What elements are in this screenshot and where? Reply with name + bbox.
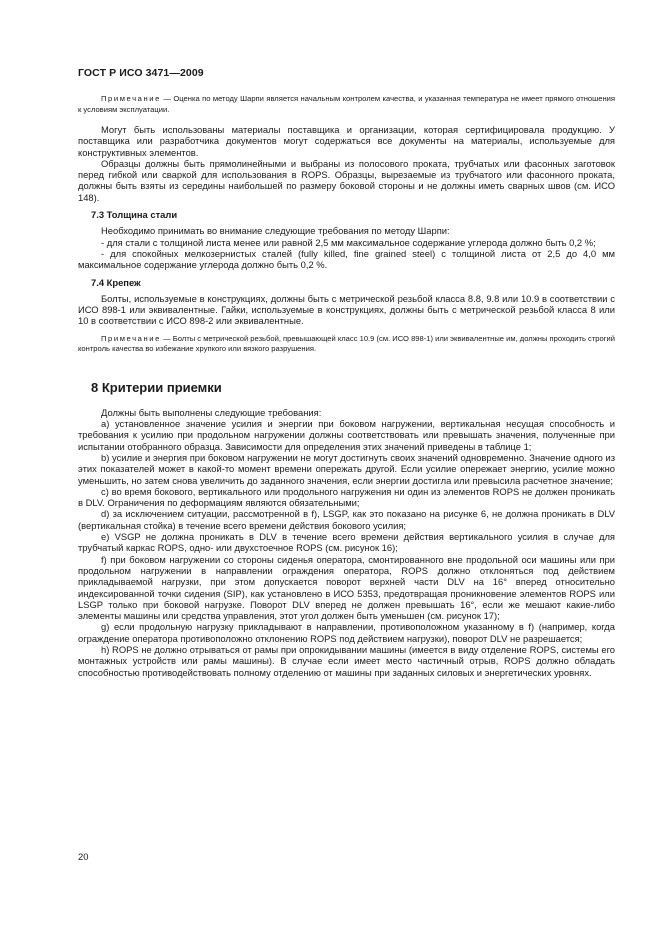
list-item: h) ROPS не должно отрываться от рамы при опрокидывании машины (имеется в виду отделение ROPS, системы его монтажных устройств или рамы машины). В случае если имеет место частичный отрыв, ROPS должно обладать способностью противодействовать полному отделению от машины при заданных силовых и энергетических уровнях. — [78, 643, 615, 678]
list-item: d) за исключением ситуации, рассмотренной в f), LSGP, как это показано на рисунке 6, не должна проникать в DLV (вертикальная стойка) в течение всего времени действия бокового усилия; — [78, 508, 615, 531]
note-bolts — [78, 334, 615, 355]
paragraph: Образцы должны быть прямолинейными и выбраны из полосового проката, трубчатых или фасонных заготовок перед гибкой или сваркой для использования в ROPS. Образцы, вырезаемые из трубчатого или фасонного проката, должны быть взяты из середины наибольшей по размеру боковой стороны и не должны иметь сварных швов (см. ИСО 148). — [78, 157, 615, 203]
section-heading-8: 8 Критерии приемки — [91, 379, 222, 395]
list-item: g) если продольную нагрузку прикладывают в направлении, противоположном указанному в f) (например, когда ограждение оператора противоположно отклонению ROPS под действием нагрузки), поворот DLV не разрешается; — [78, 621, 615, 644]
list-item: f) при боковом нагружении со стороны сиденья оператора, смонтированного вне продольной оси машины или при продольном нагружении в направлении ограждения оператора, ROPS должно отклоняться под действием прикладываемой нагрузки, при этом допускается поворот верхней части DLV на 16° вперед относительно индексированной точки сидения (SIP), как установлено в ИСО 5353, предотвращая проникновение элементов ROPS или LSGP только при боковой нагрузке. Поворот DLV вперед не должен превышать 16°, если же мешают какие-либо элементы машины или средства управления, этот угол должен быть уменьшен (см. рисунок 17); — [78, 553, 615, 622]
list-item: b) усилие и энергия при боковом нагружении не могут достигнуть своих значений одновременно. Значение одного из этих показателей может в какой-то момент времени опережать другой. Если усилие опережает энергию, усилие можно уменьшить, но затем снова увеличить до заданного значения, если энергии достигла или превысила расчетное значение; — [78, 451, 615, 486]
list-item: а) установленное значение усилия и энергии при боковом нагружении, вертикальная несущая способность и требования к усилию при продольном нагружении должны соответствовать или превышать значения, полученные при испытании отобранного образца. Зависимости для определения этих значений приведены в таблице 1; — [78, 418, 615, 452]
note-lead: Примечание — [101, 94, 161, 103]
paragraph: Необходимо принимать во внимание следующие требования по методу Шарпи: — [101, 225, 450, 237]
page-content — [78, 94, 615, 678]
paragraph: Должны быть выполнены следующие требования: — [101, 406, 322, 418]
list-item: e) VSGP не должна проникать в DLV в течение всего времени действия вертикального усилия в случае для трубчатый каркас ROPS, одно- или двухстоечное ROPS (см. рисунок 16); — [78, 531, 615, 554]
paragraph: Болты, используемые в конструкциях, должны быть с метрической резьбой класса 8.8, 9.8 или 10.9 в соответствии с ИСО 898-1 или эквивалентные. Гайки, используемые в конструкциях, должны быть с метрической резьбой класса 8 или 10 в соответствии с ИСО 898-2 или эквивалентные. — [78, 292, 615, 327]
document-header: ГОСТ Р ИСО 3471—2009 — [78, 67, 204, 79]
section-heading-7-3: 7.3 Толщина стали — [91, 209, 178, 221]
list-item: - для стали с толщиной листа менее или равной 2,5 мм максимальное содержание углерода должно быть 0,2 %; — [101, 236, 596, 248]
note-charpy — [78, 94, 615, 115]
list-item: c) во время бокового, вертикального или продольного нагружения ни один из элементов ROPS не должен проникать в DLV. Ограничения по деформациям являются обязательными; — [78, 485, 615, 509]
section-heading-7-4: 7.4 Крепеж — [91, 276, 141, 288]
paragraph: Могут быть использованы материалы поставщика и организации, которая сертифицировала продукцию. У поставщика или разработчика документов могут содержаться все документы на материалы, используемые для конструктивных элементов. — [78, 124, 615, 158]
page-number: 20 — [78, 851, 89, 862]
note-lead: Примечание — [101, 333, 161, 343]
list-item: - для спокойных мелкозернистых сталей (fully killed, fine grained steel) с толщиной листа от 2,5 до 4,0 мм максимальное содержание углерода должно быть 0,2 %. — [78, 247, 615, 271]
note-text: — Оценка по методу Шарпи является начальным контролем качества, и указанная температура не имеет прямого отношения к условиям эксплуатации. — [78, 94, 615, 114]
note-text: — Болты с метрической резьбой, превышающей класс 10.9 (см. ИСО 898-1) или эквивалентные им, должны проходить строгий контроль качества во избежание хрупкого или вязкого разрушения. — [78, 333, 615, 354]
